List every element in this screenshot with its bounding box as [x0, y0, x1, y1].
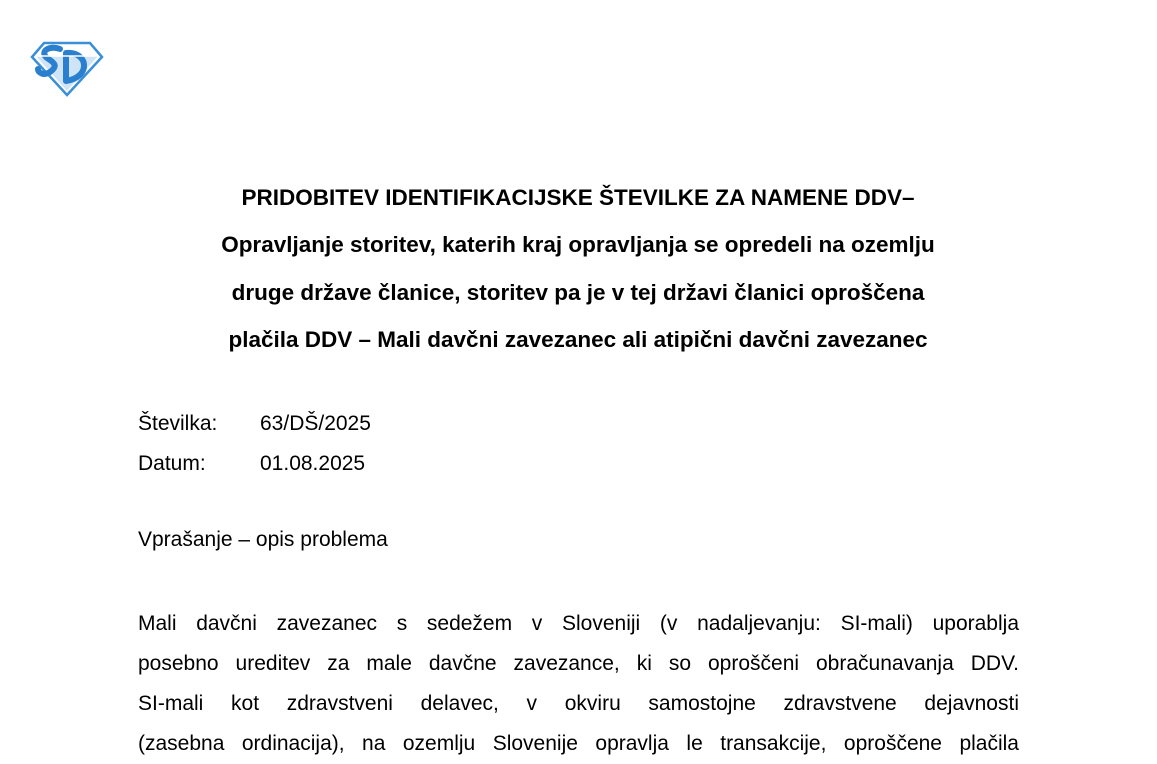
meta-date-row	[138, 444, 371, 484]
number-label: Številka:	[138, 412, 218, 435]
date-value: 01.08.2025	[260, 452, 366, 475]
paragraph-line: SI-mali kot zdravstveni delavec, v okviru samostojne zdravstvene dejavnosti	[138, 692, 1019, 715]
document-title	[138, 174, 1018, 363]
sd-diamond-logo-icon	[30, 41, 104, 97]
title-line: druge države članice, storitev pa je v tej državi članici oproščena	[231, 279, 925, 305]
meta-number-row	[138, 404, 371, 444]
date-label: Datum:	[138, 452, 206, 475]
paragraph-line: posebno ureditev za male davčne zavezance, ki so oproščeni obračunavanja DDV.	[138, 652, 1019, 675]
paragraph-line: Mali davčni zavezanec s sedežem v Sloveniji (v nadaljevanju: SI-mali) uporablja	[138, 612, 1019, 635]
title-line: PRIDOBITEV IDENTIFIKACIJSKE ŠTEVILKE ZA NAMENE DDV–	[241, 185, 915, 210]
body-paragraph	[138, 604, 1019, 764]
title-line: plačila DDV – Mali davčni zavezanec ali atipični davčni zavezanec	[228, 326, 928, 352]
paragraph-line: (zasebna ordinacija), na ozemlju Slovenije opravlja le transakcije, oproščene plačila	[138, 732, 1019, 755]
title-line: Opravljanje storitev, katerih kraj opravljanja se opredeli na ozemlju	[221, 232, 935, 258]
section-heading: Vprašanje – opis problema	[138, 528, 388, 551]
document-meta	[138, 404, 371, 484]
number-value: 63/DŠ/2025	[260, 412, 371, 435]
